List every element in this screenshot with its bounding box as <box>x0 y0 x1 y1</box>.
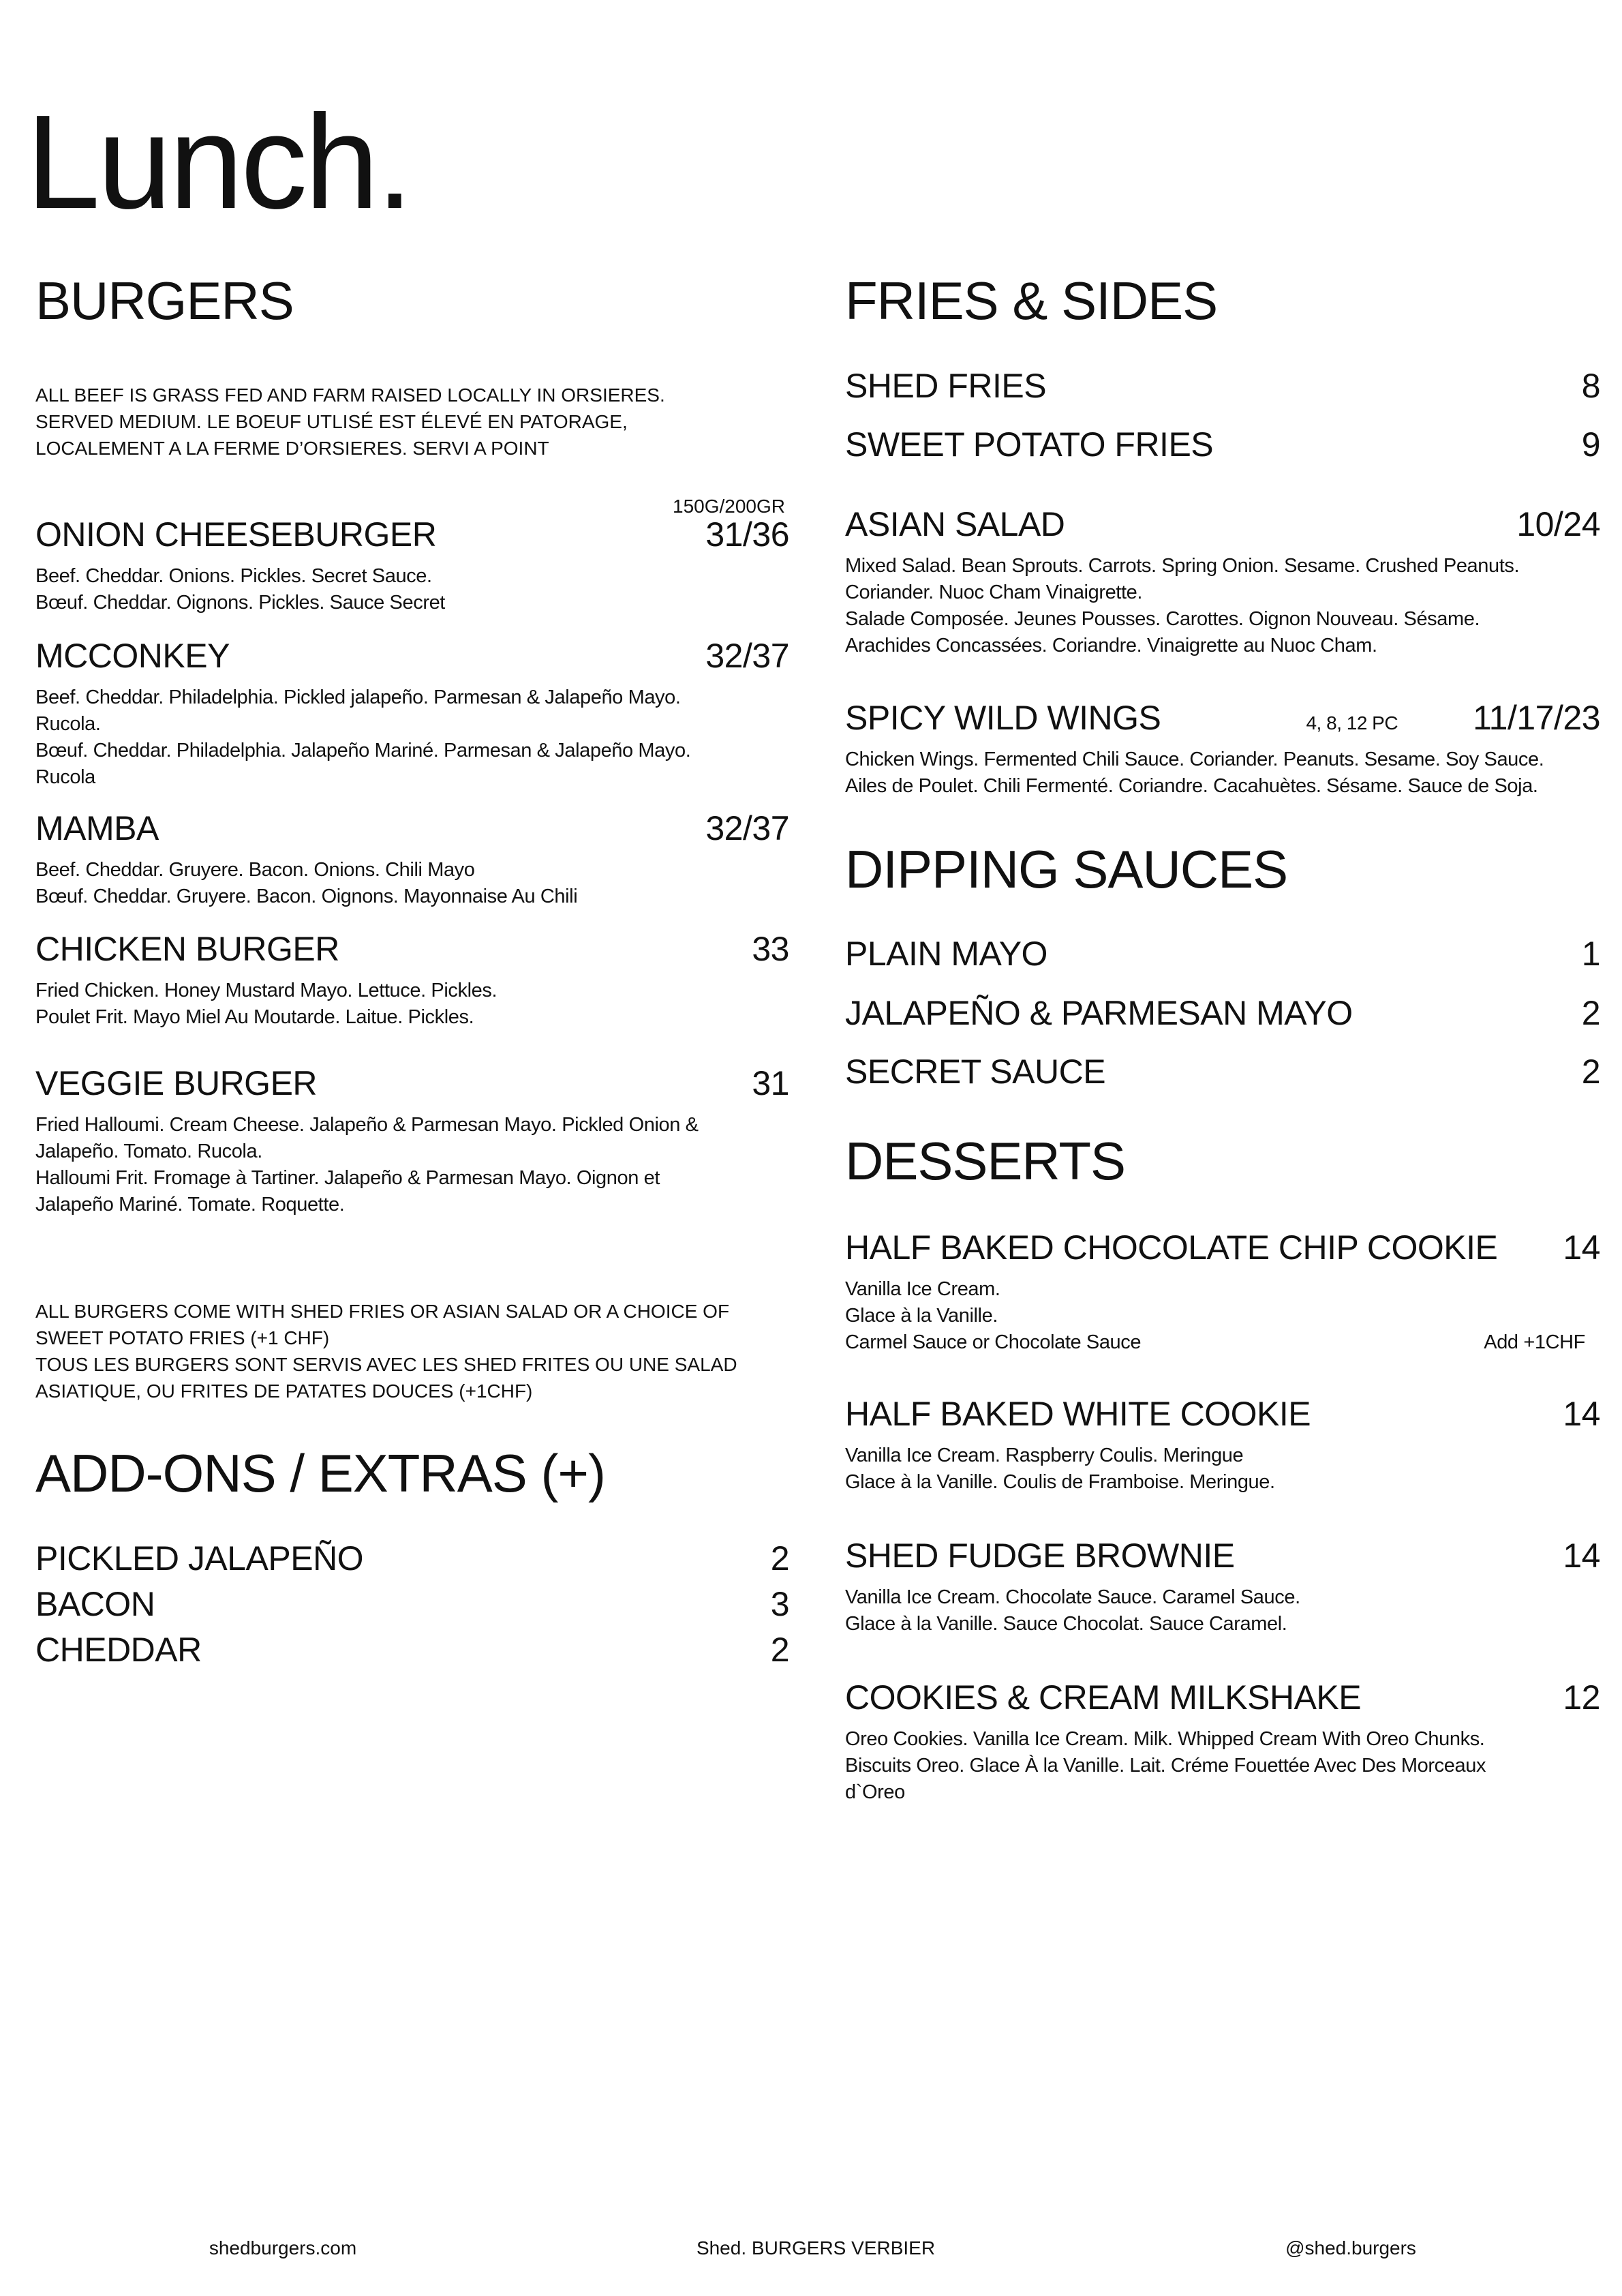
item-name: SWEET POTATO FRIES <box>845 425 1214 464</box>
menu-item <box>35 931 789 1031</box>
item-desc: d`Oreo <box>845 1781 905 1803</box>
item-name: BACON <box>35 1585 155 1623</box>
item-desc: Glace à la Vanille. <box>845 1305 998 1327</box>
item-name: CHICKEN BURGER <box>35 930 339 968</box>
addons-heading: ADD-ONS / EXTRAS (+) <box>35 1443 605 1503</box>
item-desc: Halloumi Frit. Fromage à Tartiner. Jalapeño & Parmesan Mayo. Oignon et <box>35 1167 660 1189</box>
item-desc: Jalapeño Mariné. Tomate. Roquette. <box>35 1194 345 1215</box>
item-name: MCCONKEY <box>35 637 230 675</box>
item-desc: Vanilla Ice Cream. Raspberry Coulis. Meringue <box>845 1445 1244 1466</box>
item-desc: Beef. Cheddar. Philadelphia. Pickled jalapeño. Parmesan & Jalapeño Mayo. <box>35 686 681 708</box>
item-price: 2 <box>1581 994 1600 1032</box>
addon-item <box>35 1540 789 1577</box>
footnote-line: ASIATIQUE, OU FRITES DE PATATES DOUCES (+1CHF) <box>35 1380 533 1402</box>
footer-brand: Shed. BURGERS VERBIER <box>696 2237 936 2259</box>
item-name: CHEDDAR <box>35 1631 202 1669</box>
item-price: 14 <box>1563 1228 1600 1267</box>
item-price: 14 <box>1563 1395 1600 1433</box>
item-desc: Carmel Sauce or Chocolate Sauce <box>845 1331 1142 1353</box>
item-desc: Fried Halloumi. Cream Cheese. Jalapeño & Parmesan Mayo. Pickled Onion & <box>35 1114 699 1136</box>
item-desc: Bœuf. Cheddar. Oignons. Pickles. Sauce Secret <box>35 592 445 614</box>
item-price: 2 <box>770 1539 789 1577</box>
item-name: ASIAN SALAD <box>845 505 1065 543</box>
item-name: VEGGIE BURGER <box>35 1064 318 1102</box>
sauce-item <box>845 1053 1600 1091</box>
item-price: 3 <box>770 1585 789 1623</box>
wings-portions: 4, 8, 12 PC <box>1306 712 1398 734</box>
item-name: SECRET SAUCE <box>845 1053 1106 1091</box>
item-name: MAMBA <box>35 809 159 847</box>
item-desc: Vanilla Ice Cream. Chocolate Sauce. Caramel Sauce. <box>845 1586 1300 1608</box>
footer-website-link[interactable]: shedburgers.com <box>209 2237 357 2259</box>
item-desc: Oreo Cookies. Vanilla Ice Cream. Milk. Whipped Cream With Oreo Chunks. <box>845 1728 1485 1750</box>
item-desc: Bœuf. Cheddar. Gruyere. Bacon. Oignons. Mayonnaise Au Chili <box>35 886 578 907</box>
item-desc: Jalapeño. Tomato. Rucola. <box>35 1141 262 1162</box>
item-desc: Mixed Salad. Bean Sprouts. Carrots. Spring Onion. Sesame. Crushed Peanuts. <box>845 555 1520 577</box>
item-desc: Salade Composée. Jeunes Pousses. Carottes. Oignon Nouveau. Sésame. <box>845 608 1480 630</box>
desserts-heading: DESSERTS <box>845 1131 1126 1191</box>
page-title: Lunch. <box>26 87 411 237</box>
footer-social-link[interactable]: @shed.burgers <box>1285 2237 1416 2259</box>
sauces-heading: DIPPING SAUCES <box>845 839 1288 899</box>
item-desc: Fried Chicken. Honey Mustard Mayo. Lettuce. Pickles. <box>35 980 498 1001</box>
item-price: 2 <box>1581 1053 1600 1091</box>
item-name: ONION CHEESEBURGER <box>35 515 437 554</box>
item-desc: Glace à la Vanille. Sauce Chocolat. Sauce Caramel. <box>845 1613 1287 1635</box>
item-price: 32/37 <box>705 637 789 675</box>
footnote-line: TOUS LES BURGERS SONT SERVIS AVEC LES SHED FRITES OU UNE SALAD <box>35 1354 737 1375</box>
addon-item <box>35 1586 789 1623</box>
item-name: HALF BAKED WHITE COOKIE <box>845 1395 1311 1433</box>
side-item <box>845 426 1600 464</box>
item-name: COOKIES & CREAM MILKSHAKE <box>845 1678 1362 1717</box>
item-price: 1 <box>1581 935 1600 973</box>
dessert-item <box>845 1229 1600 1356</box>
item-desc: Poulet Frit. Mayo Miel Au Moutarde. Laitue. Pickles. <box>35 1006 474 1028</box>
dessert-item <box>845 1395 1600 1496</box>
item-price: 11/17/23 <box>1473 699 1600 737</box>
item-price: 33 <box>752 930 789 968</box>
item-price: 10/24 <box>1516 505 1600 543</box>
menu-item <box>35 1065 789 1218</box>
burgers-heading: BURGERS <box>35 271 294 331</box>
footnote-line: SWEET POTATO FRIES (+1 CHF) <box>35 1327 330 1348</box>
item-desc: Rucola <box>35 766 95 788</box>
item-name: HALF BAKED CHOCOLATE CHIP COOKIE <box>845 1228 1498 1267</box>
side-item <box>845 699 1600 800</box>
item-desc: Coriander. Nuoc Cham Vinaigrette. <box>845 581 1143 603</box>
item-desc: Ailes de Poulet. Chili Fermenté. Coriandre. Cacahuètes. Sésame. Sauce de Soja. <box>845 775 1538 797</box>
item-price: 31/36 <box>705 515 789 554</box>
sauce-item <box>845 995 1600 1032</box>
sides-heading: FRIES & SIDES <box>845 271 1218 331</box>
item-name: SPICY WILD WINGS <box>845 699 1161 737</box>
dessert-item <box>845 1679 1600 1806</box>
item-price: 32/37 <box>705 809 789 847</box>
item-desc: Chicken Wings. Fermented Chili Sauce. Coriander. Peanuts. Sesame. Soy Sauce. <box>845 749 1544 770</box>
item-desc: Glace à la Vanille. Coulis de Framboise. Meringue. <box>845 1471 1275 1493</box>
item-price: 14 <box>1563 1537 1600 1575</box>
item-desc: Beef. Cheddar. Onions. Pickles. Secret Sauce. <box>35 565 432 587</box>
sauce-item <box>845 935 1600 973</box>
menu-item <box>35 497 789 616</box>
extra-price: Add +1CHF <box>1484 1331 1585 1353</box>
dessert-item <box>845 1537 1600 1637</box>
side-item <box>845 367 1600 405</box>
item-desc: Vanilla Ice Cream. <box>845 1278 1000 1300</box>
item-price: 31 <box>752 1064 789 1102</box>
side-item <box>845 506 1600 659</box>
footnote-line: ALL BURGERS COME WITH SHED FRIES OR ASIAN SALAD OR A CHOICE OF <box>35 1301 730 1322</box>
item-desc: Arachides Concassées. Coriandre. Vinaigrette au Nuoc Cham. <box>845 635 1377 656</box>
item-name: SHED FRIES <box>845 367 1047 405</box>
item-desc: Rucola. <box>35 713 101 735</box>
item-name: PICKLED JALAPEÑO <box>35 1539 364 1577</box>
menu-item <box>35 637 789 791</box>
item-desc: Biscuits Oreo. Glace À la Vanille. Lait. Créme Fouettée Avec Des Morceaux <box>845 1755 1486 1777</box>
item-name: SHED FUDGE BROWNIE <box>845 1537 1235 1575</box>
burgers-intro <box>35 382 789 462</box>
item-desc: Beef. Cheddar. Gruyere. Bacon. Onions. Chili Mayo <box>35 859 475 881</box>
intro-line: SERVED MEDIUM. LE BOEUF UTLISÉ EST ÉLEVÉ EN PATORAGE, <box>35 411 628 432</box>
item-price: 2 <box>770 1631 789 1669</box>
item-name: PLAIN MAYO <box>845 935 1047 973</box>
intro-line: LOCALEMENT A LA FERME D’ORSIERES. SERVI A POINT <box>35 438 549 459</box>
size-label: 150G/200GR <box>673 496 785 517</box>
burgers-footnote <box>35 1298 789 1404</box>
item-price: 8 <box>1581 367 1600 405</box>
item-name: JALAPEÑO & PARMESAN MAYO <box>845 994 1353 1032</box>
intro-line: ALL BEEF IS GRASS FED AND FARM RAISED LOCALLY IN ORSIERES. <box>35 384 665 406</box>
item-price: 9 <box>1581 425 1600 464</box>
menu-item <box>35 810 789 910</box>
item-price: 12 <box>1563 1678 1600 1717</box>
addon-item <box>35 1631 789 1669</box>
item-desc: Bœuf. Cheddar. Philadelphia. Jalapeño Mariné. Parmesan & Jalapeño Mayo. <box>35 740 691 761</box>
